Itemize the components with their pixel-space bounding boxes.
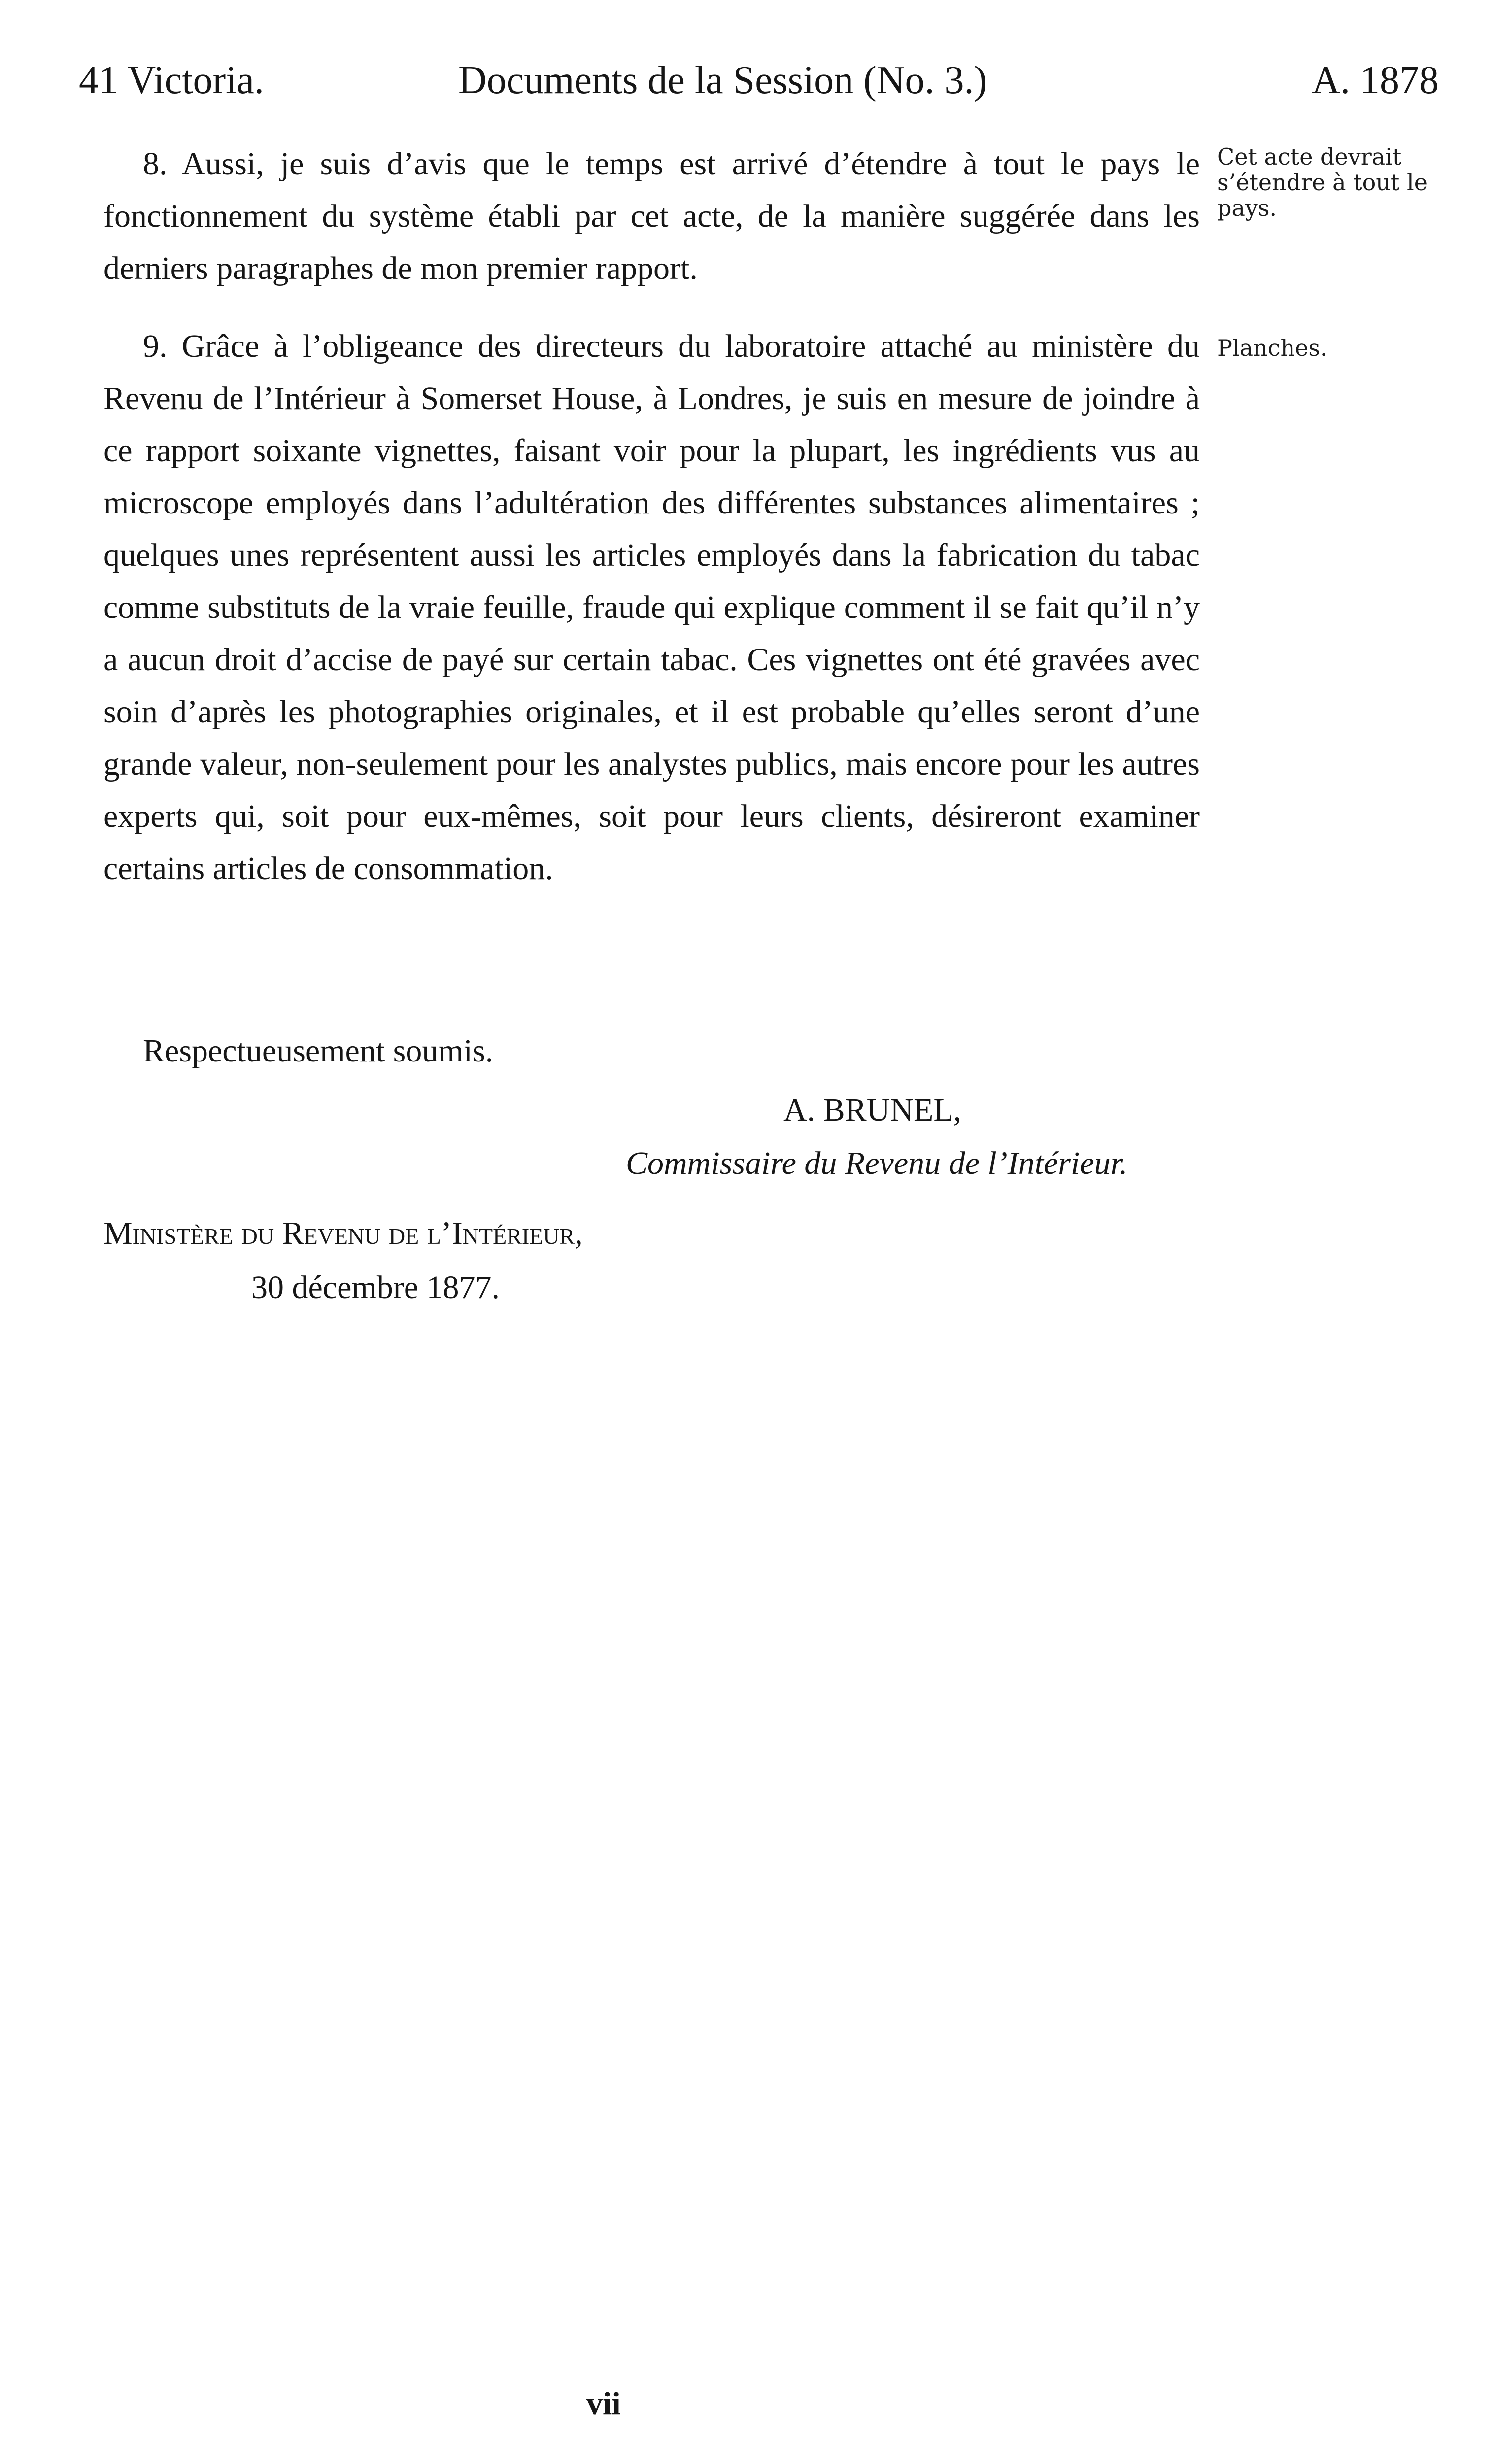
paragraph-text: 9. Grâce à l’obligeance des directeurs du laboratoire attaché au ministère du Revenu de l’Intérieur à Somerset House, à Londres, je suis en mesure de joindre à ce rapport soixante vignettes, faisant voir pour la plupart, les ingrédients vus au microscope employés dans l’adultération des différentes substances alimentaires ; quelques unes représentent aussi les articles employés dans la fabrication du tabac comme substituts de la vraie feuille, fraude qui explique comment il se fait qu’il n’y a aucun droit d’accise de payé sur certain tabac. Ces vignettes ont été gravées avec soin d’après les photographies originales, et il est probable qu’elles seront d’une grande valeur, non-seulement pour les analystes publics, mais encore pour les autres experts qui, soit pour eux-mêmes, soit pour leurs clients, désireront examiner certains articles de consommation. (103, 328, 1200, 887)
signer-title: Commissaire du Revenu de l’Intérieur. (626, 1145, 1128, 1181)
paragraph-8 (103, 138, 1200, 295)
paragraph-text: 8. Aussi, je suis d’avis que le temps est arrivé d’étendre à tout le pays le fonctionnement du système établi par cet acte, de la manière suggérée dans les derniers paragraphes de mon premier rapport. (103, 146, 1200, 286)
header-center: Documents de la Session (No. 3.) (458, 59, 987, 102)
header-left: 41 Victoria. (79, 59, 264, 102)
page-number: vii (586, 2386, 621, 2422)
ministry-line: Ministère du Revenu de l’Intérieur, (103, 1215, 583, 1251)
running-header (79, 58, 1439, 112)
signer-name: A. BRUNEL, (783, 1092, 962, 1128)
margin-note-9: Planches. (1217, 335, 1327, 361)
paragraph-9 (103, 320, 1200, 895)
closing-line: Respectueusement soumis. (143, 1033, 494, 1069)
margin-note-8: Cet acte devrait s’étendre à tout le pays. (1217, 143, 1427, 221)
header-right: A. 1878 (1312, 59, 1439, 102)
date-line: 30 décembre 1877. (251, 1269, 500, 1305)
